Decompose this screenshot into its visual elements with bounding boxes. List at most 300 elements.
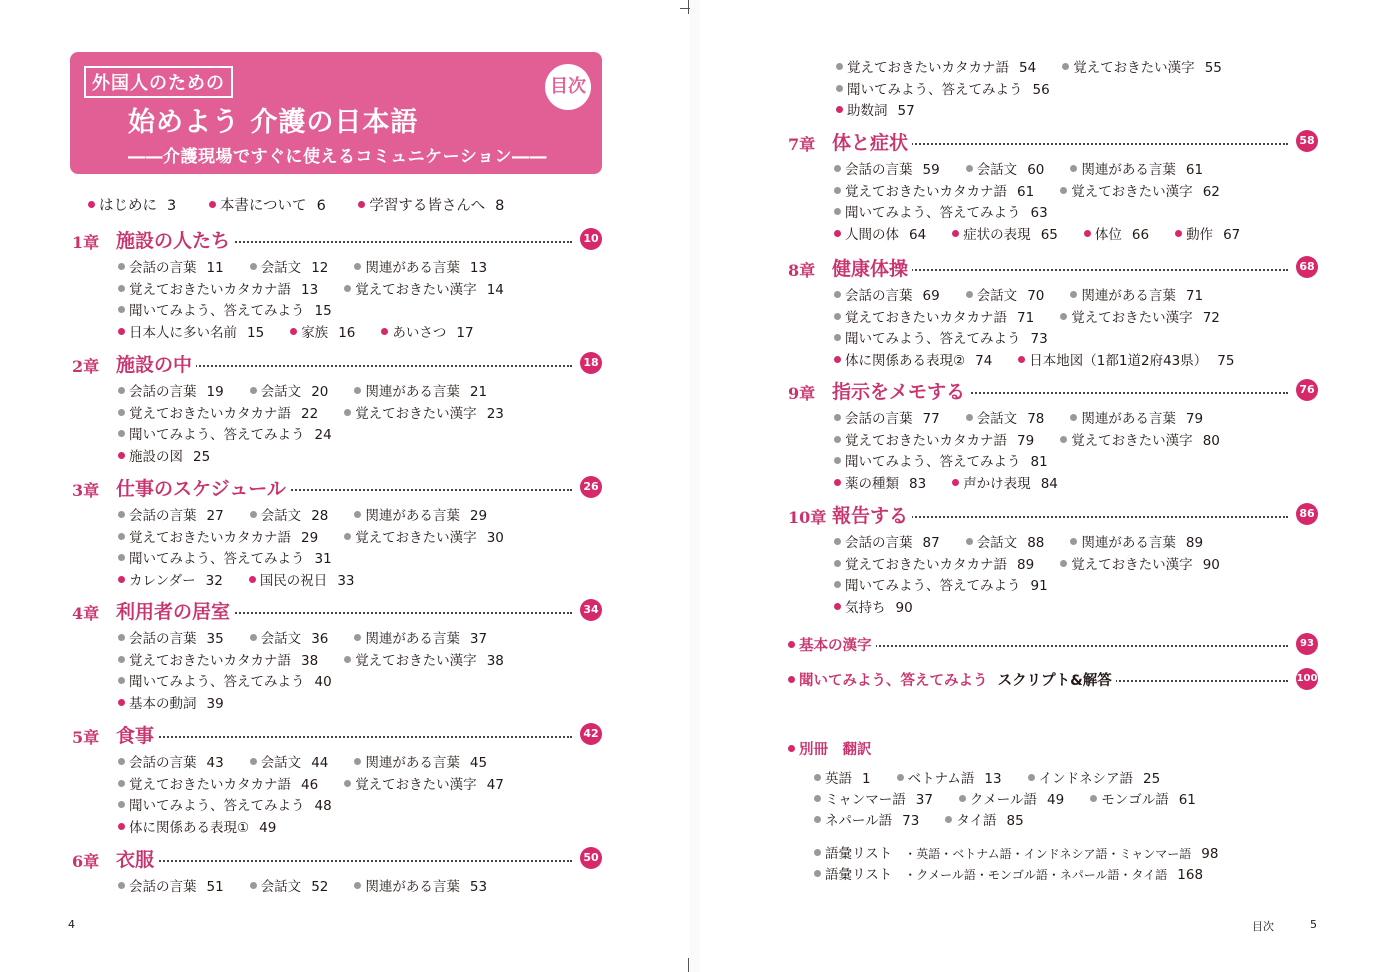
intro-item[interactable]: [358, 194, 504, 215]
toc-entry[interactable]: [381, 321, 473, 341]
toc-row: [118, 875, 602, 897]
toc-entry[interactable]: [344, 526, 504, 546]
entry-label: 体位: [1094, 226, 1122, 243]
toc-entry[interactable]: [834, 531, 940, 551]
page-number: 91: [1030, 578, 1048, 594]
bullet-icon: [834, 479, 841, 486]
entry-label: 会話の言葉: [129, 755, 197, 771]
entry-label: 会話の言葉: [845, 411, 913, 427]
bullet-icon: [834, 581, 841, 588]
page-number: 3: [167, 198, 177, 214]
bullet-icon: [354, 511, 361, 518]
vocab-list-label: 語彙リスト: [825, 867, 893, 883]
entry-label: 聞いてみよう、答えてみよう: [129, 303, 305, 319]
entry-label: 家族: [301, 324, 329, 341]
chapter-heading[interactable]: [72, 597, 602, 627]
chapter-page-badge: 58: [1296, 130, 1318, 152]
toc-entry[interactable]: [814, 809, 919, 829]
entry-label: 聞いてみよう、答えてみよう: [845, 454, 1021, 470]
toc-entry[interactable]: [834, 574, 1048, 594]
entry-label: 関連がある言葉: [365, 260, 460, 276]
bullet-icon: [834, 208, 841, 215]
bullet-icon: [814, 774, 821, 781]
page-number: 62: [1202, 183, 1220, 200]
toc-entry[interactable]: [836, 78, 1050, 98]
page-number: 11: [206, 260, 224, 276]
toc-entry[interactable]: [118, 692, 224, 712]
page-number: 54: [1019, 60, 1037, 76]
bullet-icon: [358, 201, 365, 208]
toc-entry[interactable]: [1090, 788, 1196, 808]
entry-label: ネパール語: [825, 813, 893, 829]
bullet-icon: [966, 165, 973, 172]
toc-entry[interactable]: [290, 321, 355, 341]
chapter-page-badge: 68: [1296, 256, 1318, 278]
intro-item[interactable]: [88, 194, 176, 215]
toc-row: [834, 327, 1318, 349]
entry-label: 覚えておきたいカタカナ語: [845, 556, 1007, 573]
right-page: [700, 0, 1392, 972]
chapter-heading[interactable]: [72, 350, 602, 380]
toc-entry[interactable]: [966, 284, 1045, 304]
toc-entry[interactable]: [118, 321, 264, 341]
page-number: 57: [897, 103, 915, 119]
page-number: 45: [469, 755, 488, 771]
page-number: 77: [922, 411, 940, 427]
page-number: 23: [486, 405, 504, 422]
toc-row: [834, 574, 1318, 596]
left-page: [0, 0, 690, 972]
bullet-icon: [118, 328, 125, 335]
bullet-icon: [344, 285, 351, 292]
dot-leader: [116, 736, 572, 738]
entry-label: 覚えておきたい漢字: [355, 405, 477, 422]
toc-entry[interactable]: [118, 402, 318, 422]
toc-entry[interactable]: [966, 531, 1045, 551]
toc-row: [836, 99, 1248, 121]
toc-entry[interactable]: [118, 256, 224, 276]
bullet-icon: [118, 554, 125, 561]
toc-row: [118, 692, 602, 714]
toc-entry[interactable]: [834, 180, 1034, 200]
toc-row: [814, 809, 1222, 830]
chapter-entries: [834, 158, 1318, 244]
page-number: 80: [1202, 432, 1220, 449]
bullet-icon: [1060, 436, 1067, 443]
toc-entry[interactable]: [834, 327, 1048, 347]
chapter-entries: [834, 407, 1318, 493]
bullet-icon: [354, 263, 361, 270]
toc-entry[interactable]: [250, 751, 329, 771]
page-folio: 4: [68, 918, 75, 931]
page-number: 71: [1185, 288, 1204, 304]
toc-row: [834, 531, 1318, 553]
page-number: 8: [495, 198, 505, 214]
toc-entry[interactable]: [118, 670, 332, 690]
toc-entry[interactable]: [354, 751, 487, 771]
entry-label: 覚えておきたい漢字: [355, 281, 477, 298]
toc-entry[interactable]: [966, 158, 1045, 178]
chapter-page-badge: 26: [580, 476, 602, 498]
toc-entry[interactable]: [834, 284, 940, 304]
page-number: 27: [206, 508, 224, 524]
toc-entry[interactable]: [354, 256, 487, 276]
toc-entry[interactable]: [1060, 180, 1220, 200]
entry-label: 気持ち: [845, 599, 886, 616]
page-number: 33: [337, 572, 355, 589]
toc-row: [118, 445, 602, 467]
toc-entry[interactable]: [1084, 223, 1149, 243]
toc-entry[interactable]: [1028, 767, 1161, 787]
toc-entry[interactable]: [118, 773, 318, 793]
bullet-icon: [834, 538, 841, 545]
toc-entry[interactable]: [250, 256, 329, 276]
bullet-icon: [344, 780, 351, 787]
bullet-icon: [814, 795, 821, 802]
toc-entry[interactable]: [966, 407, 1045, 427]
entry-label: 聞いてみよう、答えてみよう: [847, 81, 1023, 98]
page-number: 81: [1030, 454, 1048, 470]
entry-label: 会話の言葉: [129, 384, 197, 400]
toc-entry[interactable]: [952, 223, 1058, 243]
toc-entry[interactable]: [344, 402, 504, 422]
bullet-icon: [952, 230, 959, 237]
bullet-icon: [788, 676, 795, 683]
toc-entry[interactable]: [1060, 429, 1220, 449]
toc-entry[interactable]: [118, 504, 224, 524]
toc-entry[interactable]: [118, 278, 318, 298]
entry-label: 症状の表現: [963, 226, 1031, 243]
chapter-number: 6章: [72, 852, 100, 871]
toc-entry[interactable]: [118, 875, 224, 895]
chapter-block: [72, 350, 602, 466]
chapter-page-badge: 50: [580, 847, 602, 869]
bullet-icon: [1018, 356, 1025, 363]
page-number: 37: [469, 631, 488, 647]
toc-entry[interactable]: [354, 627, 487, 647]
chapter-block: [72, 226, 602, 342]
toc-entry[interactable]: [959, 788, 1064, 808]
toc-entry[interactable]: [250, 627, 329, 647]
toc-entry[interactable]: [118, 816, 276, 836]
bullet-icon: [834, 187, 841, 194]
toc-row: [814, 788, 1222, 809]
entry-label: 聞いてみよう、答えてみよう: [129, 798, 305, 814]
toc-entry[interactable]: [834, 158, 940, 178]
toc-entry[interactable]: [1070, 407, 1203, 427]
bullet-icon: [834, 603, 841, 610]
bullet-icon: [834, 436, 841, 443]
chapter-heading[interactable]: [788, 501, 1318, 531]
toc-entry[interactable]: [834, 472, 926, 492]
chapter-heading[interactable]: [788, 377, 1318, 407]
bullet-icon: [118, 533, 125, 540]
bullet-icon: [966, 538, 973, 545]
page-number: 43: [206, 755, 224, 771]
bullet-icon: [250, 387, 257, 394]
entry-label: 関連がある言葉: [365, 384, 460, 400]
page-number: 89: [1017, 556, 1035, 573]
page-number: 29: [301, 529, 319, 546]
toc-entry[interactable]: [1060, 553, 1220, 573]
entry-label: タイ語: [956, 813, 997, 829]
entry-label: 会話文: [260, 508, 302, 524]
page-number: 56: [1032, 81, 1050, 98]
toc-entry[interactable]: [118, 526, 318, 546]
entry-label: 覚えておきたいカタカナ語: [129, 405, 291, 422]
entry-label: 会話の言葉: [845, 162, 913, 178]
entry-label: 関連がある言葉: [365, 879, 460, 895]
toc-entry[interactable]: [344, 278, 504, 298]
section-page-badge: 93: [1296, 633, 1318, 655]
entry-label: 国民の祝日: [259, 572, 328, 589]
page-number: 29: [469, 508, 488, 524]
bullet-icon: [118, 306, 125, 313]
toc-row: [836, 78, 1248, 100]
toc-row: [834, 201, 1318, 223]
page-number: 67: [1223, 226, 1241, 243]
entry-label: 会話文: [976, 411, 1018, 427]
page-number: 49: [1047, 792, 1065, 808]
chapter-heading[interactable]: [788, 254, 1318, 284]
page-number: 30: [486, 529, 504, 546]
entry-label: モンゴル語: [1101, 792, 1169, 808]
toc-row: [836, 56, 1248, 78]
toc-row: [834, 284, 1318, 306]
toc-entry[interactable]: [118, 547, 332, 567]
bullet-icon: [118, 699, 125, 706]
bullet-icon: [381, 328, 388, 335]
entry-label: 会話文: [260, 879, 302, 895]
toc-entry[interactable]: [1070, 284, 1203, 304]
toc-entry[interactable]: [836, 56, 1036, 76]
page-number: 79: [1017, 432, 1035, 449]
toc-entry[interactable]: [952, 472, 1058, 492]
page-number: 13: [984, 771, 1002, 787]
page-number: 38: [301, 652, 319, 669]
entry-label: インドネシア語: [1038, 771, 1133, 787]
toc-row: [118, 751, 602, 773]
entry-label: 会話文: [260, 631, 302, 647]
vocab-list-row[interactable]: [814, 863, 1222, 884]
chapter-page-badge: 18: [580, 352, 602, 374]
kanji-section[interactable]: [788, 632, 1318, 658]
bessatsu-title: [788, 738, 1222, 759]
page-number: 22: [301, 405, 319, 422]
toc-entry[interactable]: [354, 875, 487, 895]
chapter-number: 10章: [788, 508, 827, 527]
toc-entry[interactable]: [834, 407, 940, 427]
page-number: 13: [469, 260, 488, 276]
chapter-block: [72, 845, 602, 897]
page-number: 38: [486, 652, 504, 669]
toc-entry[interactable]: [814, 788, 933, 808]
toc-entry[interactable]: [945, 809, 1023, 829]
toc-entry[interactable]: [1062, 56, 1222, 76]
bullet-icon: [250, 758, 257, 765]
bullet-icon: [118, 758, 125, 765]
bullet-icon: [1090, 795, 1097, 802]
toc-entry[interactable]: [1175, 223, 1240, 243]
chapter-heading[interactable]: [72, 721, 602, 751]
bullet-icon: [1060, 560, 1067, 567]
chapter-title: 指示をメモする: [832, 377, 969, 404]
toc-entry[interactable]: [118, 299, 332, 319]
chapter-heading[interactable]: [72, 845, 602, 875]
toc-entry[interactable]: [354, 380, 487, 400]
toc-entry[interactable]: [250, 504, 329, 524]
chapter-heading[interactable]: [72, 474, 602, 504]
chapter-block: [788, 254, 1318, 370]
entry-label: 会話文: [260, 755, 302, 771]
entry-label: 聞いてみよう、答えてみよう: [129, 674, 305, 690]
toc-entry[interactable]: [834, 450, 1048, 470]
page-number: 168: [1177, 867, 1204, 883]
bullet-icon: [354, 634, 361, 641]
toc-entry[interactable]: [344, 649, 504, 669]
toc-entry[interactable]: [1070, 531, 1203, 551]
chapter-heading[interactable]: [72, 226, 602, 256]
bullet-icon: [1070, 414, 1077, 421]
toc-row: [118, 773, 602, 795]
vocab-list-row[interactable]: [814, 842, 1222, 863]
entry-label: 聞いてみよう、答えてみよう: [129, 427, 305, 443]
chapter-heading[interactable]: [788, 128, 1318, 158]
page-number: 73: [1030, 331, 1048, 347]
toc-entry[interactable]: [1018, 349, 1234, 369]
chapter-block: [788, 501, 1318, 617]
toc-entry[interactable]: [118, 569, 223, 589]
entry-label: 施設の図: [129, 448, 183, 465]
page-number: 13: [301, 281, 319, 298]
toc-entry[interactable]: [897, 767, 1002, 787]
toc-entry[interactable]: [834, 429, 1034, 449]
toc-entry[interactable]: [118, 751, 224, 771]
entry-label: 会話の言葉: [845, 288, 913, 304]
toc-entry[interactable]: [834, 596, 913, 616]
bullet-icon: [1028, 774, 1035, 781]
toc-entry[interactable]: [250, 380, 329, 400]
chapter-entries: [834, 284, 1318, 370]
toc-row: [834, 180, 1318, 202]
toc-entry[interactable]: [118, 649, 318, 669]
toc-entry[interactable]: [834, 306, 1034, 326]
entry-label: ミャンマー語: [825, 792, 906, 808]
bullet-icon: [118, 677, 125, 684]
page-number: 44: [311, 755, 329, 771]
bullet-icon: [834, 414, 841, 421]
entry-label: 関連がある言葉: [365, 631, 460, 647]
toc-entry[interactable]: [344, 773, 504, 793]
bullet-icon: [249, 576, 256, 583]
toc-row: [834, 407, 1318, 429]
toc-entry[interactable]: [834, 553, 1034, 573]
page-number: 17: [456, 324, 474, 341]
toc-entry[interactable]: [118, 794, 332, 814]
page-number: 98: [1201, 846, 1219, 862]
entry-label: 日本人に多い名前: [129, 324, 237, 341]
entry-label: 会話文: [976, 535, 1018, 551]
bullet-icon: [354, 387, 361, 394]
entry-label: 会話の言葉: [129, 631, 197, 647]
toc-entry[interactable]: [118, 380, 224, 400]
page-number: 40: [314, 674, 332, 690]
toc-row: [118, 794, 602, 816]
toc-entry[interactable]: [814, 767, 871, 787]
chapter-title: 施設の中: [116, 350, 196, 377]
bullet-icon: [836, 106, 843, 113]
page-number: 83: [909, 475, 927, 492]
toc-row: [118, 299, 602, 321]
toc-entry[interactable]: [1060, 306, 1220, 326]
intro-item[interactable]: [209, 194, 326, 215]
toc-entry[interactable]: [118, 445, 210, 465]
toc-row: [118, 526, 602, 548]
section-page-badge: 100: [1296, 668, 1318, 690]
entry-label: 人間の体: [845, 226, 899, 243]
bessatsu-title-text: 別冊 翻訳: [799, 742, 872, 758]
title-prefix: 外国人のための: [84, 66, 233, 98]
script-section-label-b: スクリプト&解答: [997, 673, 1112, 689]
toc-row: [118, 627, 602, 649]
chapter-block: [72, 721, 602, 837]
entry-label: 聞いてみよう、答えてみよう: [845, 331, 1021, 347]
toc-row: [834, 553, 1318, 575]
toc-entry[interactable]: [836, 99, 915, 119]
page-number: 90: [895, 599, 913, 616]
page-number: 53: [469, 879, 488, 895]
page-number: 78: [1027, 411, 1045, 427]
bullet-icon: [344, 533, 351, 540]
bullet-icon: [118, 285, 125, 292]
chapter-number: 5章: [72, 728, 100, 747]
bullet-icon: [354, 882, 361, 889]
page-number: 20: [311, 384, 329, 400]
toc-entry[interactable]: [1070, 158, 1203, 178]
page-number: 16: [338, 324, 356, 341]
entry-label: 関連がある言葉: [365, 508, 460, 524]
chapter-number: 2章: [72, 357, 100, 376]
bullet-icon: [1070, 538, 1077, 545]
toc-entry[interactable]: [118, 423, 332, 443]
entry-label: 声かけ表現: [963, 475, 1031, 492]
bullet-icon: [118, 656, 125, 663]
toc-entry[interactable]: [834, 223, 926, 243]
toc-row: [118, 278, 602, 300]
toc-entry[interactable]: [354, 504, 487, 524]
toc-entry[interactable]: [250, 875, 329, 895]
toc-entry[interactable]: [834, 349, 992, 369]
toc-entry[interactable]: [249, 569, 355, 589]
entry-label: 関連がある言葉: [1081, 162, 1176, 178]
toc-row: [118, 649, 602, 671]
page-number: 73: [902, 813, 920, 829]
bullet-icon: [118, 511, 125, 518]
chapter-page-badge: 86: [1296, 503, 1318, 525]
translation-list: [814, 767, 1222, 884]
toc-row: [834, 349, 1318, 371]
bullet-icon: [250, 511, 257, 518]
bullet-icon: [118, 634, 125, 641]
entry-label: 聞いてみよう、答えてみよう: [845, 578, 1021, 594]
bullet-icon: [834, 291, 841, 298]
toc-entry[interactable]: [834, 201, 1048, 221]
script-section[interactable]: [788, 667, 1318, 693]
entry-label: 会話の言葉: [129, 260, 197, 276]
toc-entry[interactable]: [118, 627, 224, 647]
bullet-icon: [966, 414, 973, 421]
chapter-entries: [118, 256, 602, 342]
